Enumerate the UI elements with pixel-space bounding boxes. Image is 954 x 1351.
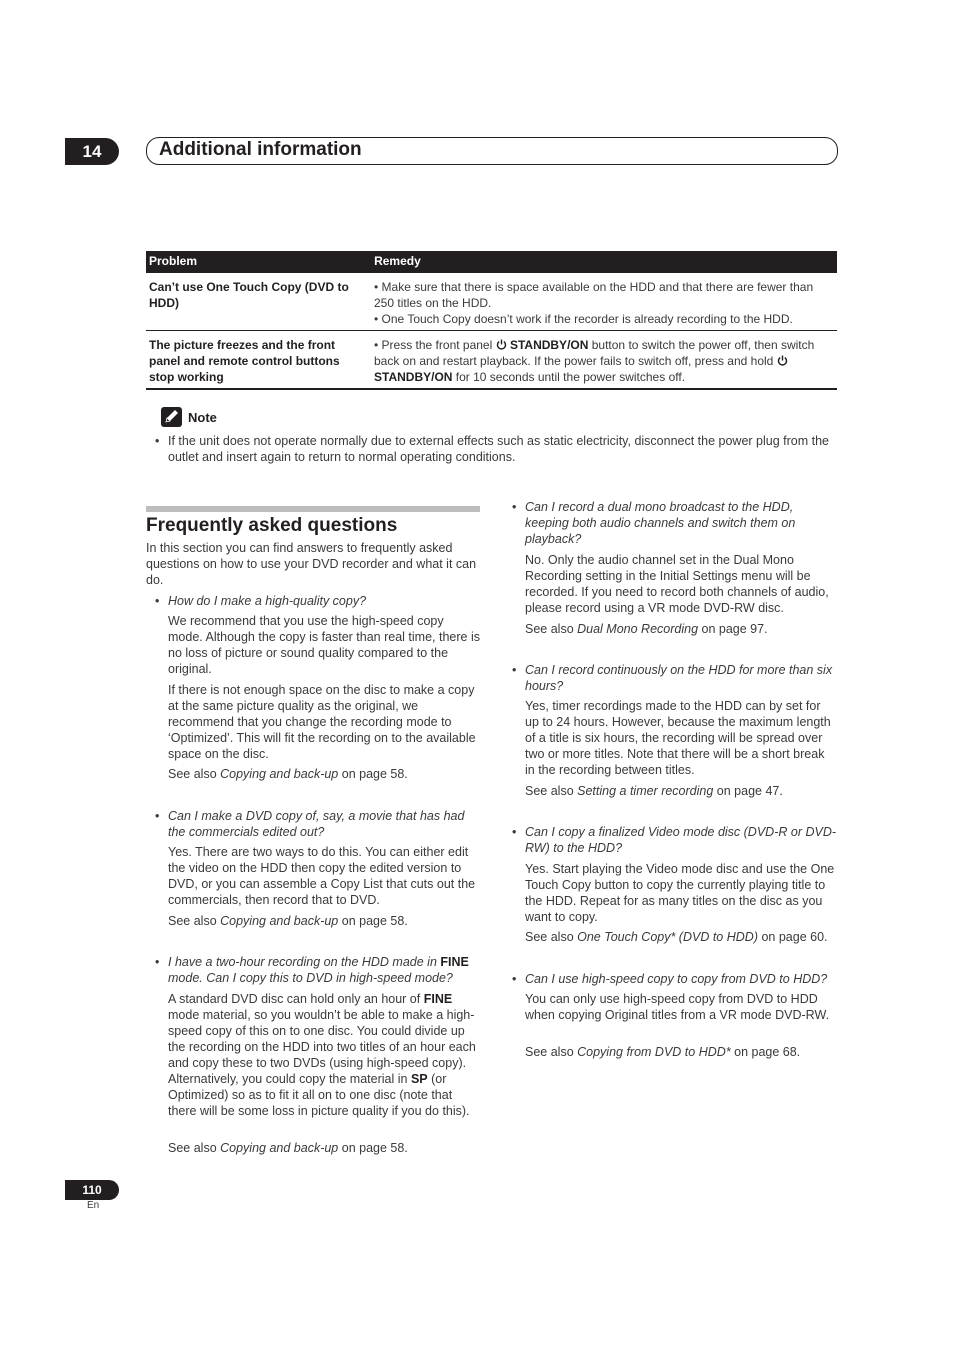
see-also: [168, 766, 480, 782]
troubleshooting-table: [146, 251, 837, 390]
cross-reference: One Touch Copy* (DVD to HDD): [577, 930, 758, 944]
note-body: If the unit does not operate normally due to external effects such as static electricity, disconnect the power plug from the outlet and insert again to return to normal operating conditions.: [168, 434, 830, 464]
table-row: [146, 273, 837, 331]
note-text: [155, 433, 837, 465]
table-row: [146, 331, 837, 390]
answer-text: mode material, so you wouldn’t be able to make a high-speed copy of this on to one disc. You could divide up the recording on the HDD into two titles of an hour each and copy these to two DVDs (using high-speed copy). Alternatively, you could copy the material in: [168, 1008, 476, 1086]
page-number: 110: [65, 1180, 119, 1200]
on-page-label: on page: [713, 784, 766, 798]
faq-answer: No. Only the audio channel set in the Dual Mono Recording setting in the Initial Settings menu will be recorded. If you need to record both channels of audio, please record using a VR mode DVD-RW disc.: [525, 553, 829, 615]
column-header-remedy: Remedy: [374, 254, 421, 268]
faq-answer: You can only use high-speed copy from DVD to HDD when copying Original titles from a VR mode DVD-RW.: [525, 992, 830, 1022]
cross-reference: Copying and back-up: [220, 767, 339, 781]
question-text: mode. Can I copy this to DVD in high-speed mode?: [168, 971, 453, 985]
mode-label: FINE: [440, 955, 469, 969]
page-reference: 58.: [390, 1141, 408, 1155]
table-header: [146, 251, 837, 273]
faq-question: [512, 824, 837, 856]
on-page-label: on page: [730, 1045, 783, 1059]
bullet: •: [512, 825, 517, 839]
on-page-label: on page: [698, 622, 751, 636]
bullet: •: [155, 809, 160, 823]
page-reference: 47.: [765, 784, 783, 798]
on-page-label: on page: [757, 930, 811, 944]
note-label: Note: [188, 410, 217, 425]
see-also-label: See also: [525, 1045, 578, 1059]
see-also-label: See also: [168, 1141, 221, 1155]
faq-answer: Yes. Start playing the Video mode disc and use the One Touch Copy button to copy the currently playing title to the HDD. Repeat for as many titles on the disc as you want to copy.: [525, 862, 835, 924]
cross-reference: Dual Mono Recording: [577, 622, 699, 636]
faq-answer: Yes. There are two ways to do this. You can either edit the video on the HDD then copy the edited version to DVD, or you can assemble a Copy List that cuts out the commercials, then record that to DVD.: [168, 845, 476, 907]
bullet: •: [512, 972, 517, 986]
section-title: Frequently asked questions: [146, 515, 398, 536]
problem-cell: Can’t use One Touch Copy (DVD to HDD): [149, 280, 349, 310]
page-reference: 68.: [782, 1045, 801, 1059]
faq-answer: If there is not enough space on the disc to make a copy at the same picture quality as the original, we recommend that you change the recording mode to ‘Optimized’. This will fit the recording on to the available space on the disc.: [168, 683, 476, 761]
question-text: I have a two-hour recording on the HDD made in: [168, 955, 441, 969]
remedy-cell: [370, 273, 837, 330]
standby-on-label: STANDBY/ON: [374, 370, 453, 384]
question-text: How do I make a high-quality copy?: [168, 594, 367, 608]
bullet: •: [512, 500, 517, 514]
see-also: [168, 913, 480, 929]
cross-reference: Copying from DVD to HDD*: [577, 1045, 731, 1059]
remedy-line: • Make sure that there is space available on the HDD and that there are fewer than 250 titles on the HDD.: [374, 280, 814, 310]
see-also: [525, 1044, 837, 1060]
standby-on-label: STANDBY/ON: [509, 338, 589, 352]
remedy-text: for 10 seconds until the power switches off.: [452, 370, 686, 384]
see-also: [525, 929, 837, 945]
cross-reference: Copying and back-up: [220, 1141, 339, 1155]
see-also-label: See also: [168, 767, 221, 781]
chapter-title: Additional information: [159, 139, 362, 160]
bullet: •: [155, 434, 160, 448]
faq-answer: [168, 991, 480, 1119]
on-page-label: on page: [338, 914, 391, 928]
faq-intro: In this section you can find answers to frequently asked questions on how to use your DVD recorder and what it can do.: [146, 541, 477, 587]
page-language: En: [87, 1200, 100, 1211]
faq-question: [512, 971, 837, 987]
bullet: •: [155, 955, 160, 969]
bullet: •: [155, 594, 160, 608]
cross-reference: Setting a timer recording: [577, 784, 714, 798]
see-also-label: See also: [525, 622, 578, 636]
faq-question: [155, 593, 480, 609]
on-page-label: on page: [338, 767, 391, 781]
note-pencil-icon: [161, 407, 182, 427]
see-also-label: See also: [168, 914, 221, 928]
column-header-problem: Problem: [149, 254, 198, 268]
remedy-cell: [370, 331, 837, 388]
faq-question: [155, 954, 480, 986]
remedy-text: button to switch the power off, then switch back on and restart playback. If the power fails to switch off, press and hold: [374, 338, 815, 368]
see-also: [168, 1140, 480, 1156]
on-page-label: on page: [338, 1141, 391, 1155]
remedy-text: • Press the front panel: [374, 338, 496, 352]
question-text: Can I record a dual mono broadcast to the HDD, keeping both audio channels and switch them on playback?: [525, 500, 796, 546]
chapter-number: 14: [65, 138, 119, 165]
problem-cell: The picture freezes and the front panel and remote control buttons stop working: [149, 338, 340, 384]
bullet: •: [512, 663, 517, 677]
page-reference: 58.: [390, 914, 408, 928]
faq-answer: Yes, timer recordings made to the HDD can by set for up to 24 hours. However, because the maximum length of a title is six hours, the recording will be spread over two or more titles. Note that there will be a short break in the recording between titles.: [525, 699, 831, 777]
page-reference: 97.: [750, 622, 768, 636]
cross-reference: Copying and back-up: [220, 914, 339, 928]
see-also-label: See also: [525, 930, 578, 944]
page-reference: 60.: [810, 930, 828, 944]
faq-answer: We recommend that you use the high-speed copy mode. Although the copy is faster than real time, there is no loss of picture or sound quality compared to the original.: [168, 614, 480, 676]
section-rule: [146, 506, 480, 512]
see-also: [525, 783, 837, 799]
faq-question: [155, 808, 480, 840]
faq-question: [512, 499, 837, 547]
power-icon: [777, 354, 788, 365]
faq-question: [512, 662, 837, 694]
mode-label: FINE: [423, 992, 453, 1006]
mode-label: SP: [410, 1072, 428, 1086]
question-text: Can I use high-speed copy to copy from DVD to HDD?: [525, 972, 828, 986]
power-icon: [496, 338, 507, 349]
remedy-line: • One Touch Copy doesn’t work if the recorder is already recording to the HDD.: [374, 312, 793, 326]
see-also: [525, 621, 837, 637]
question-text: Can I make a DVD copy of, say, a movie that has had the commercials edited out?: [168, 809, 465, 839]
question-text: Can I record continuously on the HDD for more than six hours?: [525, 663, 833, 693]
answer-text: (or Optimized) so as to fit it all on to one disc (note that there will be some loss in picture quality if you do this).: [168, 1072, 470, 1118]
question-text: Can I copy a finalized Video mode disc (DVD-R or DVD-RW) to the HDD?: [525, 825, 837, 855]
answer-text: A standard DVD disc can hold only an hour of: [168, 992, 424, 1006]
page-reference: 58.: [390, 767, 408, 781]
see-also-label: See also: [525, 784, 578, 798]
